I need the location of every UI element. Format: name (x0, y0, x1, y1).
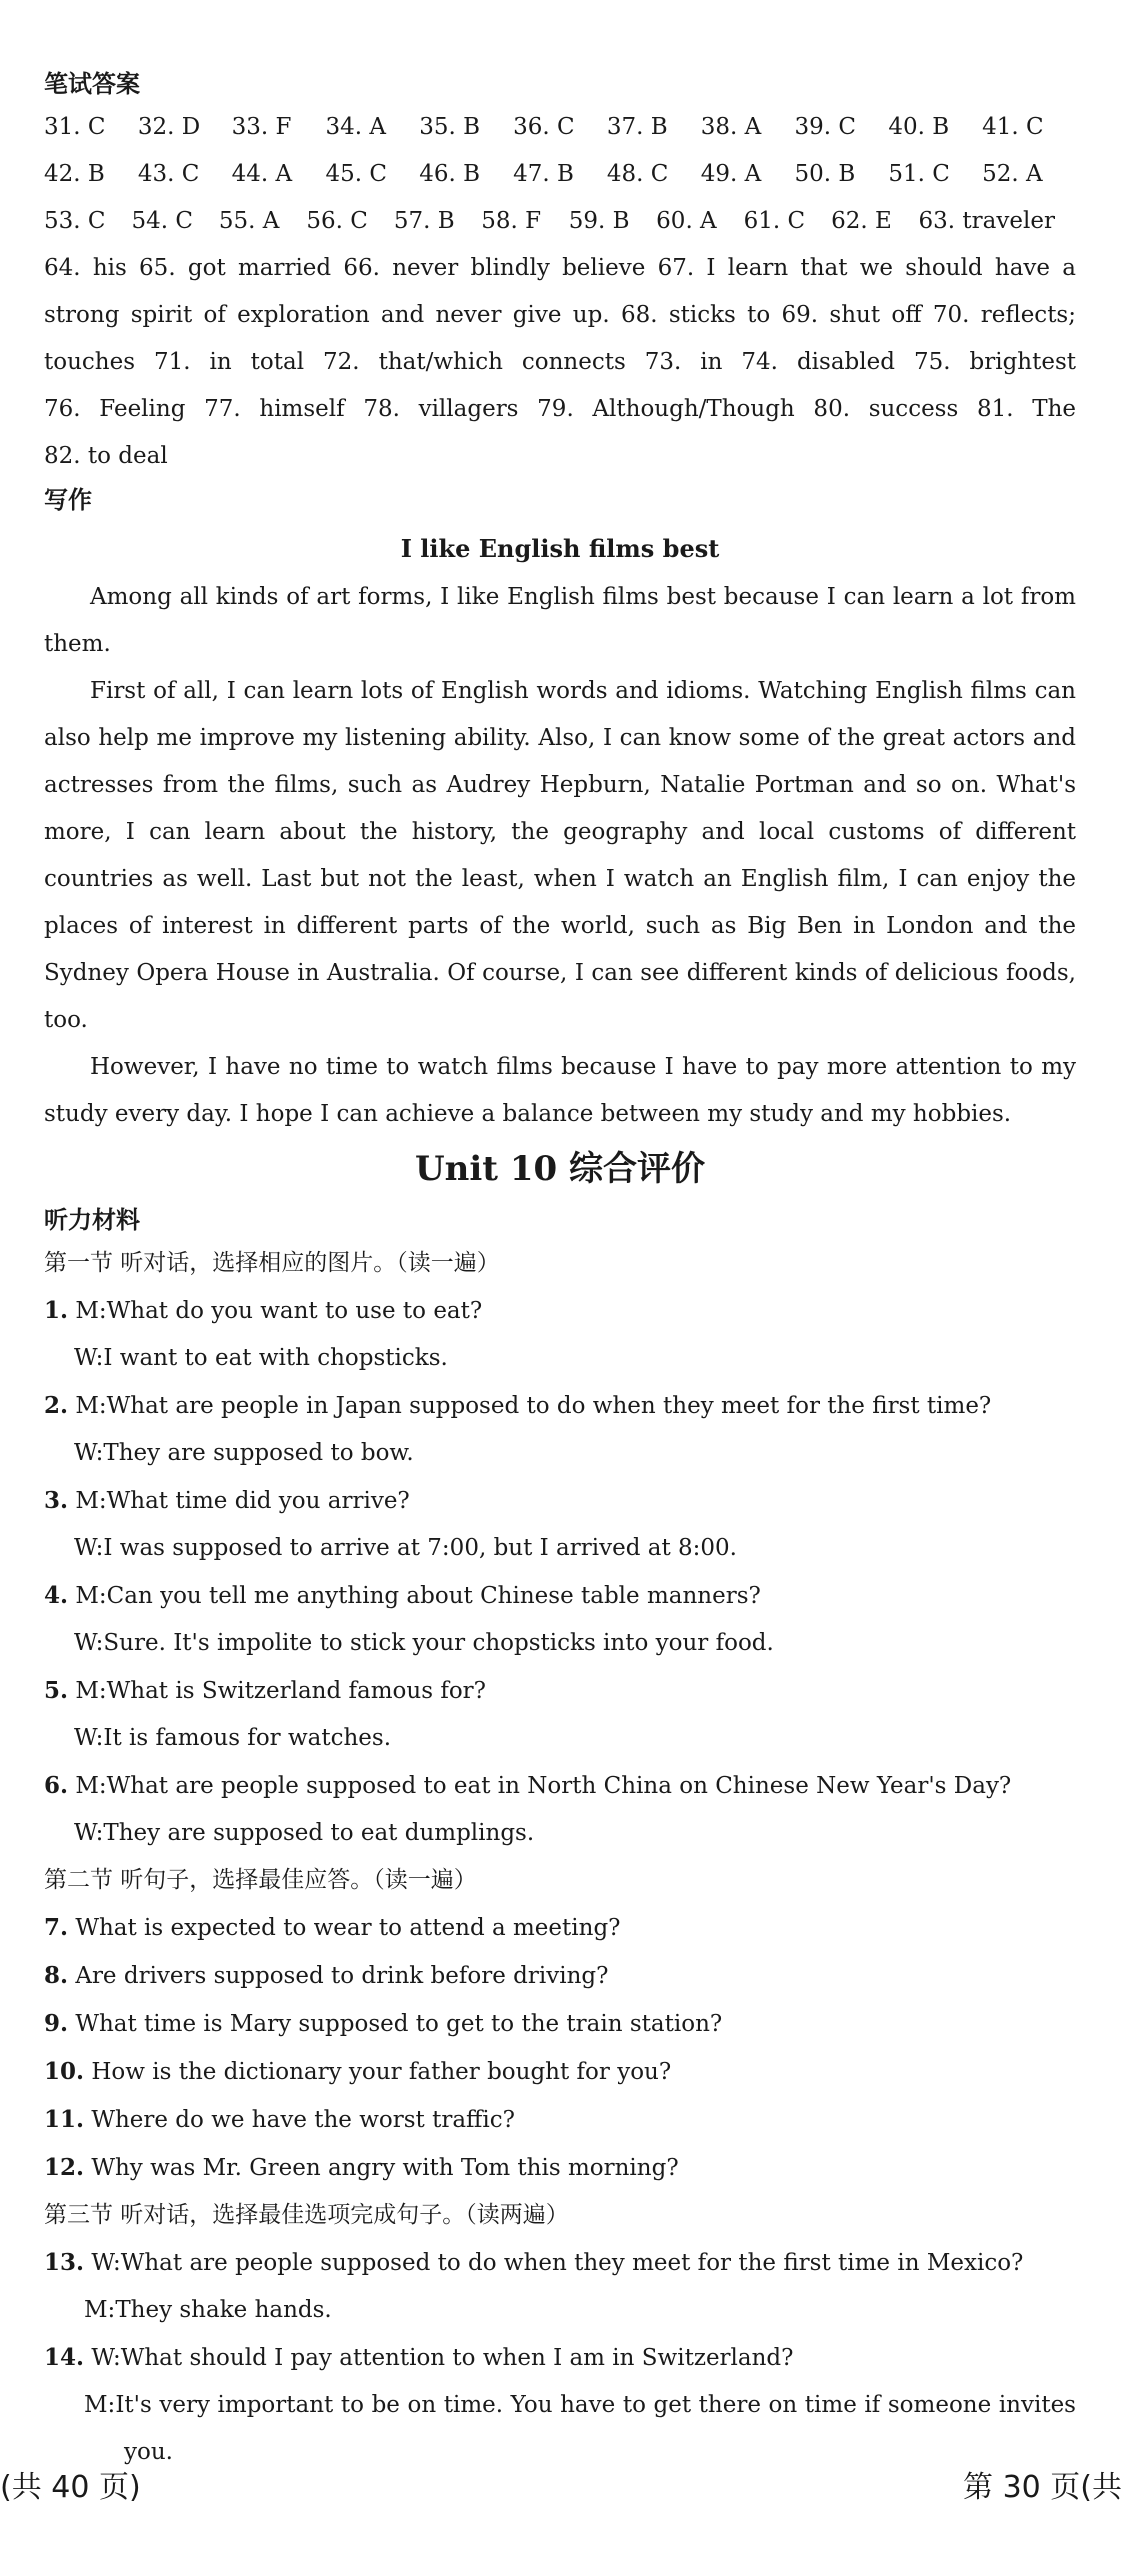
sentence-9 (44, 2000, 1076, 2048)
answer-item: 36. C (513, 114, 575, 140)
writing-heading: 写作 (44, 486, 92, 514)
answer-page (44, 64, 1076, 2476)
speaker: M: (75, 1678, 107, 1704)
page-footer (0, 2462, 1122, 2512)
line-text: Where do we have the worst traffic? (91, 2107, 515, 2133)
line-text: I was supposed to arrive at 7:00, but I arrived at 8:00. (103, 1535, 737, 1561)
essay-paragraph-3: However, I have no time to watch films because I have to pay more attention to my study every day. I hope I can achieve a balance between my study and my hobbies. (44, 1054, 1076, 1127)
line-text: Why was Mr. Green angry with Tom this morning? (91, 2155, 679, 2181)
line-text: What should I pay attention to when I am in Switzerland? (120, 2345, 794, 2371)
answer-item: 59. B (568, 208, 630, 234)
written-answers-heading: 笔试答案 (44, 70, 140, 98)
section-1-heading: 第一节 听对话，选择相应的图片。（读一遍） (44, 1250, 500, 1276)
answer-item: 61. C (743, 208, 806, 234)
speaker: M: (84, 2392, 116, 2418)
answer-item: 51. C (888, 161, 950, 187)
dialogue-3-w (44, 1525, 1076, 1572)
sentence-7 (44, 1904, 1076, 1952)
line-text: What are people supposed to do when they meet for the first time in Mexico? (120, 2250, 1024, 2276)
essay-paragraph-1: Among all kinds of art forms, I like English films best because I can learn a lot from them. (44, 584, 1076, 657)
item-number: 1. (44, 1297, 69, 1324)
dialogue-13-m (44, 2287, 1076, 2334)
essay-title: I like English films best (400, 534, 720, 563)
answer-item: 49. A (700, 161, 762, 187)
line-text: They shake hands. (115, 2297, 332, 2323)
answers-line-4: 64. his 65. got married 66. never blindly believe 67. I learn that we should have a (44, 255, 1076, 281)
dialogue-5-m (44, 1667, 1076, 1715)
speaker: W: (91, 2250, 121, 2276)
answer-item: 57. B (393, 208, 455, 234)
speaker: M: (75, 1773, 107, 1799)
line-text: I want to eat with chopsticks. (103, 1345, 448, 1371)
answer-item: 56. C (306, 208, 368, 234)
dialogue-14-w (44, 2334, 1076, 2382)
line-text: Can you tell me anything about Chinese table manners? (106, 1583, 761, 1609)
line-text: They are supposed to bow. (103, 1440, 414, 1466)
dialogue-1-w (44, 1335, 1076, 1382)
answer-item: 52. A (982, 161, 1043, 187)
dialogue-3-m (44, 1477, 1076, 1525)
answer-item: 37. B (606, 114, 668, 140)
item-number: 8. (44, 1962, 69, 1989)
answer-item: 38. A (700, 114, 762, 140)
line-text: Sure. It's impolite to stick your chopsticks into your food. (103, 1630, 774, 1656)
answer-item: 35. B (419, 114, 481, 140)
line-text: What is expected to wear to attend a meeting? (75, 1915, 621, 1941)
dialogue-13-w (44, 2239, 1076, 2287)
listening-heading: 听力材料 (44, 1206, 140, 1234)
answer-item: 43. C (137, 161, 200, 187)
answer-item: 53. C (44, 208, 106, 234)
footer-page-number: 第 30 页(共 (963, 2470, 1122, 2505)
answer-item: 48. C (606, 161, 669, 187)
answer-item: 55. A (218, 208, 280, 234)
answer-item: 41. C (982, 114, 1044, 140)
speaker: W: (91, 2345, 121, 2371)
answers-line-8: 82. to deal (44, 443, 168, 469)
answers-line-7: 76. Feeling 77. himself 78. villagers 79. Although/Though 80. success 81. The (44, 396, 1076, 422)
line-text: It's very important to be on time. You have to get there on time if someone invites you. (115, 2392, 1076, 2465)
answers-line-6: touches 71. in total 72. that/which connects 73. in 74. disabled 75. brightest (44, 349, 1076, 375)
dialogue-5-w (44, 1715, 1076, 1762)
answer-item: 34. A (325, 114, 386, 140)
item-number: 4. (44, 1582, 69, 1609)
answers-row-1 (44, 104, 1076, 151)
item-number: 5. (44, 1677, 69, 1704)
answer-item: 47. B (513, 161, 574, 187)
item-number: 12. (44, 2154, 85, 2181)
unit-title: Unit 10 综合评价 (415, 1149, 705, 1189)
line-text: What time did you arrive? (106, 1488, 410, 1514)
speaker: M: (75, 1393, 107, 1419)
line-text: What are people in Japan supposed to do when they meet for the first time? (106, 1393, 992, 1419)
footer-total-pages: (共 40 页) (0, 2470, 141, 2505)
item-number: 14. (44, 2344, 85, 2371)
speaker: M: (84, 2297, 116, 2323)
section-2-heading: 第二节 听句子，选择最佳应答。（读一遍） (44, 1867, 477, 1893)
item-number: 6. (44, 1772, 69, 1799)
answers-row-2 (44, 151, 1076, 198)
answers-line-5: strong spirit of exploration and never give up. 68. sticks to 69. shut off 70. reflects; (44, 302, 1076, 328)
sentence-10 (44, 2048, 1076, 2096)
dialogue-2-m (44, 1382, 1076, 1430)
line-text: How is the dictionary your father bought for you? (91, 2059, 672, 2085)
answers-row-3 (44, 198, 1076, 245)
speaker: W: (74, 1820, 104, 1846)
dialogue-4-m (44, 1572, 1076, 1620)
item-number: 13. (44, 2249, 85, 2276)
item-number: 3. (44, 1487, 69, 1514)
dialogue-1-m (44, 1287, 1076, 1335)
item-number: 10. (44, 2058, 85, 2085)
answer-item: 45. C (325, 161, 387, 187)
answer-item: 54. C (131, 208, 193, 234)
dialogue-4-w (44, 1620, 1076, 1667)
line-text: What are people supposed to eat in North China on Chinese New Year's Day? (106, 1773, 1012, 1799)
sentence-12 (44, 2144, 1076, 2192)
line-text: What time is Mary supposed to get to the train station? (75, 2011, 723, 2037)
speaker: W: (74, 1440, 104, 1466)
answer-item: 33. F (231, 114, 292, 140)
item-number: 7. (44, 1914, 69, 1941)
item-number: 11. (44, 2106, 85, 2133)
speaker: M: (75, 1583, 107, 1609)
line-text: It is famous for watches. (103, 1725, 392, 1751)
speaker: M: (75, 1488, 107, 1514)
answer-item: 60. A (656, 208, 717, 234)
speaker: W: (74, 1535, 104, 1561)
dialogue-6-w (44, 1810, 1076, 1857)
answer-item: 44. A (231, 161, 293, 187)
answer-item: 40. B (888, 114, 950, 140)
sentence-8 (44, 1952, 1076, 2000)
speaker: M: (75, 1298, 107, 1324)
speaker: W: (74, 1725, 104, 1751)
dialogue-2-w (44, 1430, 1076, 1477)
line-text: Are drivers supposed to drink before driving? (75, 1963, 609, 1989)
speaker: W: (74, 1345, 104, 1371)
answer-item: 32. D (137, 114, 201, 140)
item-number: 2. (44, 1392, 69, 1419)
sentence-11 (44, 2096, 1076, 2144)
answer-item: 50. B (794, 161, 856, 187)
answer-item: 58. F (481, 208, 542, 234)
answer-item: 31. C (44, 114, 106, 140)
answer-item: 42. B (44, 161, 105, 187)
essay-paragraph-2: First of all, I can learn lots of English words and idioms. Watching English films can also help me improve my listening ability. Also, I can know some of the great actors and actresses from the films, such as Audrey Hepburn, Natalie Portman and so on. What's more, I can learn about the history, the geography and local customs of different countries as well. Last but not the least, when I watch an English film, I can enjoy the places of interest in different parts of the world, such as Big Ben in London and the Sydney Opera House in Australia. Of course, I can see different kinds of delicious foods, too. (44, 678, 1076, 1033)
line-text: What is Switzerland famous for? (106, 1678, 487, 1704)
dialogue-6-m (44, 1762, 1076, 1810)
answer-item: 39. C (794, 114, 856, 140)
line-text: They are supposed to eat dumplings. (103, 1820, 535, 1846)
section-3-heading: 第三节 听对话，选择最佳选项完成句子。（读两遍） (44, 2202, 569, 2228)
answer-item: 46. B (419, 161, 481, 187)
line-text: What do you want to use to eat? (106, 1298, 483, 1324)
answer-item: 62. E (831, 208, 892, 234)
speaker: W: (74, 1630, 104, 1656)
item-number: 9. (44, 2010, 69, 2037)
answer-item: 63. traveler (918, 208, 1055, 234)
